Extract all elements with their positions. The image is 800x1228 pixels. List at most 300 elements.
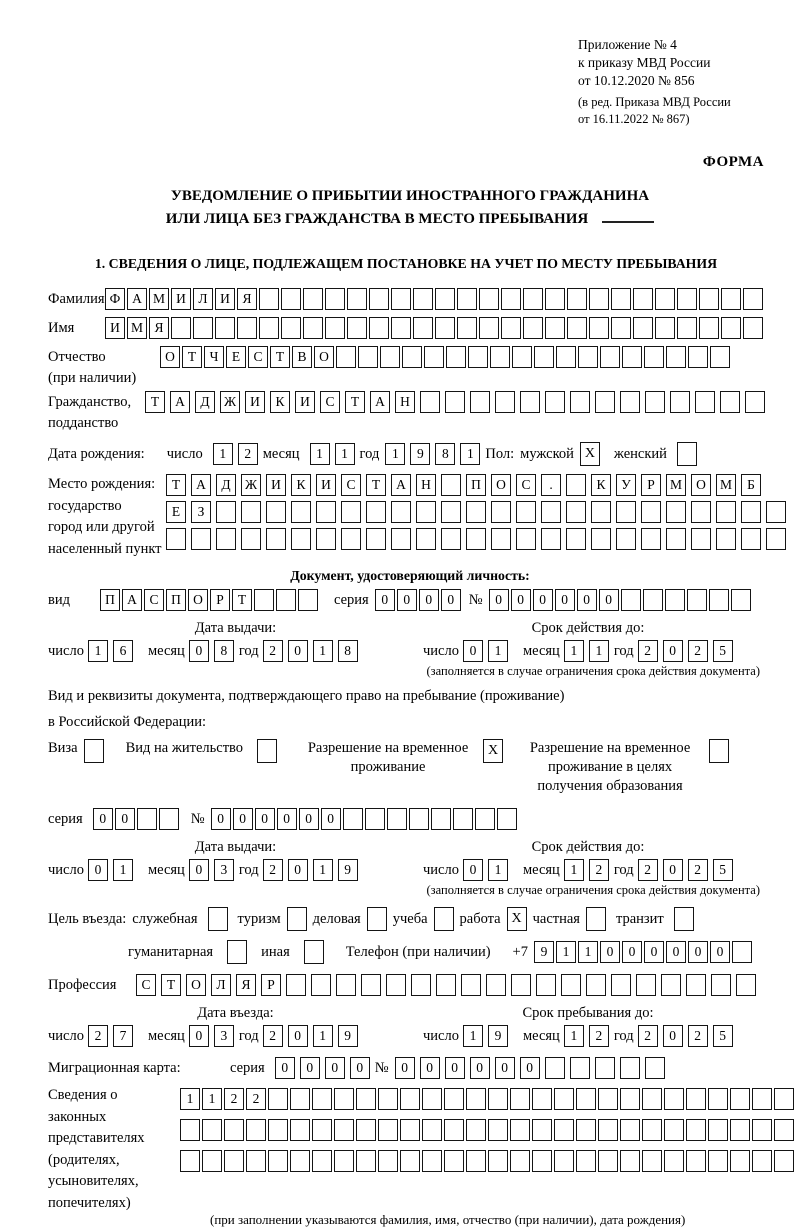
char-cell[interactable]: А [122, 589, 142, 611]
stay-year-cells[interactable] [638, 1025, 738, 1047]
char-cell[interactable] [636, 974, 656, 996]
char-cell[interactable] [616, 501, 636, 523]
char-cell[interactable] [699, 288, 719, 310]
char-cell[interactable] [391, 501, 411, 523]
char-cell[interactable] [334, 1088, 354, 1110]
char-cell[interactable] [259, 317, 279, 339]
char-cell[interactable]: 1 [589, 640, 609, 662]
char-cell[interactable]: 0 [299, 808, 319, 830]
char-cell[interactable] [457, 288, 477, 310]
char-cell[interactable] [732, 941, 752, 963]
char-cell[interactable] [202, 1119, 222, 1141]
char-cell[interactable]: 2 [638, 640, 658, 662]
char-cell[interactable] [745, 391, 765, 413]
char-cell[interactable] [466, 1150, 486, 1172]
char-cell[interactable] [595, 1057, 615, 1079]
char-cell[interactable] [774, 1119, 794, 1141]
char-cell[interactable] [633, 317, 653, 339]
char-cell[interactable]: Ф [105, 288, 125, 310]
char-cell[interactable] [743, 317, 763, 339]
char-cell[interactable] [578, 346, 598, 368]
purpose-private-checkbox[interactable] [586, 907, 606, 931]
char-cell[interactable] [286, 974, 306, 996]
char-cell[interactable]: С [320, 391, 340, 413]
char-cell[interactable]: 0 [93, 808, 113, 830]
char-cell[interactable] [490, 346, 510, 368]
char-cell[interactable] [325, 317, 345, 339]
char-cell[interactable] [641, 528, 661, 550]
char-cell[interactable] [290, 1119, 310, 1141]
char-cell[interactable] [686, 1119, 706, 1141]
char-cell[interactable] [281, 288, 301, 310]
char-cell[interactable]: А [191, 474, 211, 496]
char-cell[interactable]: 0 [288, 1025, 308, 1047]
mc-series-cells[interactable] [275, 1057, 375, 1079]
doc-valid-year-cells[interactable] [638, 640, 738, 662]
char-cell[interactable]: 6 [113, 640, 133, 662]
char-cell[interactable]: М [716, 474, 736, 496]
char-cell[interactable] [254, 589, 274, 611]
doc-issue-month-cells[interactable] [189, 640, 239, 662]
char-cell[interactable] [416, 501, 436, 523]
char-cell[interactable] [511, 974, 531, 996]
char-cell[interactable]: 8 [214, 640, 234, 662]
char-cell[interactable] [281, 317, 301, 339]
char-cell[interactable] [644, 346, 664, 368]
char-cell[interactable] [621, 589, 641, 611]
char-cell[interactable] [512, 346, 532, 368]
birth-month-cells[interactable] [310, 443, 360, 465]
char-cell[interactable] [441, 528, 461, 550]
purpose-work-checkbox[interactable]: X [507, 907, 527, 931]
char-cell[interactable]: О [186, 974, 206, 996]
char-cell[interactable] [461, 974, 481, 996]
char-cell[interactable]: Д [216, 474, 236, 496]
char-cell[interactable]: С [136, 974, 156, 996]
char-cell[interactable]: 1 [180, 1088, 200, 1110]
char-cell[interactable] [655, 288, 675, 310]
char-cell[interactable] [711, 974, 731, 996]
char-cell[interactable]: 1 [313, 640, 333, 662]
char-cell[interactable]: 2 [263, 640, 283, 662]
char-cell[interactable] [566, 528, 586, 550]
char-cell[interactable] [159, 808, 179, 830]
char-cell[interactable] [691, 501, 711, 523]
char-cell[interactable]: 1 [88, 640, 108, 662]
char-cell[interactable]: 0 [189, 859, 209, 881]
char-cell[interactable] [664, 1088, 684, 1110]
char-cell[interactable] [716, 501, 736, 523]
char-cell[interactable]: 0 [397, 589, 417, 611]
char-cell[interactable]: Д [195, 391, 215, 413]
char-cell[interactable] [391, 288, 411, 310]
char-cell[interactable] [730, 1150, 750, 1172]
char-cell[interactable] [695, 391, 715, 413]
residence-permit-checkbox[interactable] [257, 739, 277, 763]
char-cell[interactable] [466, 1119, 486, 1141]
char-cell[interactable] [380, 346, 400, 368]
char-cell[interactable]: Л [193, 288, 213, 310]
char-cell[interactable] [441, 501, 461, 523]
char-cell[interactable]: 0 [533, 589, 553, 611]
char-cell[interactable] [259, 288, 279, 310]
char-cell[interactable]: З [191, 501, 211, 523]
char-cell[interactable] [699, 317, 719, 339]
purpose-transit-checkbox[interactable] [674, 907, 694, 931]
char-cell[interactable] [616, 528, 636, 550]
stay-month-cells[interactable] [564, 1025, 614, 1047]
char-cell[interactable]: 1 [556, 941, 576, 963]
char-cell[interactable]: 0 [419, 589, 439, 611]
doc-issue-year-cells[interactable] [263, 640, 363, 662]
char-cell[interactable]: 0 [577, 589, 597, 611]
char-cell[interactable]: 1 [335, 443, 355, 465]
char-cell[interactable] [642, 1150, 662, 1172]
char-cell[interactable] [576, 1119, 596, 1141]
char-cell[interactable]: 2 [224, 1088, 244, 1110]
char-cell[interactable] [666, 346, 686, 368]
char-cell[interactable]: 0 [395, 1057, 415, 1079]
char-cell[interactable] [366, 501, 386, 523]
char-cell[interactable] [591, 501, 611, 523]
char-cell[interactable] [457, 317, 477, 339]
mc-number-cells[interactable] [395, 1057, 670, 1079]
char-cell[interactable]: И [171, 288, 191, 310]
char-cell[interactable]: 0 [663, 640, 683, 662]
char-cell[interactable]: Т [345, 391, 365, 413]
char-cell[interactable] [510, 1119, 530, 1141]
char-cell[interactable] [741, 501, 761, 523]
temporary-residence-checkbox[interactable]: X [483, 739, 503, 763]
char-cell[interactable] [246, 1150, 266, 1172]
char-cell[interactable] [708, 1088, 728, 1110]
char-cell[interactable] [643, 589, 663, 611]
char-cell[interactable] [224, 1150, 244, 1172]
char-cell[interactable] [595, 391, 615, 413]
entry-month-cells[interactable] [189, 1025, 239, 1047]
char-cell[interactable] [298, 589, 318, 611]
char-cell[interactable] [510, 1150, 530, 1172]
char-cell[interactable] [598, 1088, 618, 1110]
char-cell[interactable] [400, 1088, 420, 1110]
res-issue-day-cells[interactable] [88, 859, 138, 881]
char-cell[interactable]: 1 [313, 1025, 333, 1047]
doc-type-cells[interactable] [100, 589, 320, 611]
char-cell[interactable] [516, 501, 536, 523]
char-cell[interactable]: С [144, 589, 164, 611]
char-cell[interactable] [413, 288, 433, 310]
char-cell[interactable] [365, 808, 385, 830]
char-cell[interactable] [386, 974, 406, 996]
gender-male-checkbox[interactable]: X [580, 442, 600, 466]
char-cell[interactable]: Е [226, 346, 246, 368]
char-cell[interactable] [691, 528, 711, 550]
char-cell[interactable]: 0 [233, 808, 253, 830]
char-cell[interactable] [736, 974, 756, 996]
char-cell[interactable] [741, 528, 761, 550]
char-cell[interactable]: 1 [564, 1025, 584, 1047]
char-cell[interactable] [334, 1119, 354, 1141]
phone-cells[interactable] [534, 941, 754, 963]
char-cell[interactable] [567, 288, 587, 310]
char-cell[interactable]: 0 [189, 640, 209, 662]
char-cell[interactable] [520, 391, 540, 413]
char-cell[interactable] [665, 589, 685, 611]
representatives-row2-cells[interactable] [180, 1119, 796, 1141]
char-cell[interactable] [554, 1150, 574, 1172]
char-cell[interactable] [358, 346, 378, 368]
char-cell[interactable]: Б [741, 474, 761, 496]
char-cell[interactable] [291, 501, 311, 523]
char-cell[interactable] [677, 317, 697, 339]
char-cell[interactable] [730, 1119, 750, 1141]
char-cell[interactable] [387, 808, 407, 830]
char-cell[interactable] [347, 288, 367, 310]
name-cells[interactable] [105, 317, 765, 339]
char-cell[interactable] [666, 501, 686, 523]
char-cell[interactable] [611, 317, 631, 339]
char-cell[interactable]: 0 [420, 1057, 440, 1079]
char-cell[interactable] [598, 1119, 618, 1141]
char-cell[interactable] [290, 1150, 310, 1172]
char-cell[interactable] [312, 1150, 332, 1172]
char-cell[interactable]: 9 [338, 1025, 358, 1047]
char-cell[interactable]: А [391, 474, 411, 496]
char-cell[interactable] [720, 391, 740, 413]
char-cell[interactable]: П [100, 589, 120, 611]
char-cell[interactable] [752, 1119, 772, 1141]
char-cell[interactable]: Р [641, 474, 661, 496]
char-cell[interactable] [435, 288, 455, 310]
char-cell[interactable] [491, 528, 511, 550]
char-cell[interactable]: Т [161, 974, 181, 996]
char-cell[interactable] [416, 528, 436, 550]
char-cell[interactable]: 0 [599, 589, 619, 611]
char-cell[interactable] [466, 1088, 486, 1110]
char-cell[interactable]: 5 [713, 859, 733, 881]
char-cell[interactable] [766, 528, 786, 550]
char-cell[interactable] [561, 974, 581, 996]
char-cell[interactable] [470, 391, 490, 413]
char-cell[interactable] [622, 346, 642, 368]
char-cell[interactable] [366, 528, 386, 550]
char-cell[interactable]: 0 [710, 941, 730, 963]
char-cell[interactable] [241, 528, 261, 550]
char-cell[interactable] [661, 974, 681, 996]
char-cell[interactable] [677, 288, 697, 310]
char-cell[interactable] [598, 1150, 618, 1172]
patronymic-cells[interactable] [160, 346, 732, 368]
char-cell[interactable]: 1 [578, 941, 598, 963]
char-cell[interactable] [541, 528, 561, 550]
char-cell[interactable] [501, 317, 521, 339]
char-cell[interactable] [670, 391, 690, 413]
char-cell[interactable] [642, 1088, 662, 1110]
char-cell[interactable] [191, 528, 211, 550]
char-cell[interactable]: У [616, 474, 636, 496]
char-cell[interactable] [422, 1150, 442, 1172]
res-valid-month-cells[interactable] [564, 859, 614, 881]
char-cell[interactable]: 0 [255, 808, 275, 830]
char-cell[interactable] [611, 288, 631, 310]
char-cell[interactable]: 9 [534, 941, 554, 963]
char-cell[interactable] [424, 346, 444, 368]
char-cell[interactable]: 0 [288, 859, 308, 881]
doc-valid-month-cells[interactable] [564, 640, 614, 662]
char-cell[interactable]: 1 [213, 443, 233, 465]
char-cell[interactable] [268, 1088, 288, 1110]
char-cell[interactable]: 0 [277, 808, 297, 830]
char-cell[interactable] [444, 1119, 464, 1141]
char-cell[interactable] [431, 808, 451, 830]
char-cell[interactable]: А [170, 391, 190, 413]
char-cell[interactable] [276, 589, 296, 611]
visa-checkbox[interactable] [84, 739, 104, 763]
char-cell[interactable]: А [370, 391, 390, 413]
char-cell[interactable]: 2 [638, 859, 658, 881]
char-cell[interactable] [686, 1088, 706, 1110]
char-cell[interactable]: П [466, 474, 486, 496]
purpose-study-checkbox[interactable] [434, 907, 454, 931]
birthplace-row1-cells[interactable] [166, 474, 791, 496]
char-cell[interactable]: 0 [495, 1057, 515, 1079]
char-cell[interactable]: 1 [488, 859, 508, 881]
char-cell[interactable] [495, 391, 515, 413]
char-cell[interactable] [488, 1088, 508, 1110]
char-cell[interactable] [620, 1057, 640, 1079]
char-cell[interactable]: 3 [214, 859, 234, 881]
char-cell[interactable] [378, 1088, 398, 1110]
char-cell[interactable]: 0 [470, 1057, 490, 1079]
char-cell[interactable]: 8 [435, 443, 455, 465]
char-cell[interactable] [411, 974, 431, 996]
doc-valid-day-cells[interactable] [463, 640, 513, 662]
char-cell[interactable]: 9 [410, 443, 430, 465]
purpose-humanitarian-checkbox[interactable] [227, 940, 247, 964]
char-cell[interactable]: 2 [246, 1088, 266, 1110]
char-cell[interactable] [436, 974, 456, 996]
char-cell[interactable] [666, 528, 686, 550]
char-cell[interactable] [216, 528, 236, 550]
surname-cells[interactable] [105, 288, 765, 310]
char-cell[interactable] [576, 1088, 596, 1110]
char-cell[interactable] [532, 1088, 552, 1110]
entry-day-cells[interactable] [88, 1025, 138, 1047]
char-cell[interactable] [268, 1119, 288, 1141]
char-cell[interactable]: 0 [325, 1057, 345, 1079]
char-cell[interactable] [545, 317, 565, 339]
representatives-row1-cells[interactable] [180, 1088, 796, 1110]
char-cell[interactable]: 0 [211, 808, 231, 830]
char-cell[interactable]: И [316, 474, 336, 496]
char-cell[interactable]: 0 [375, 589, 395, 611]
char-cell[interactable]: 2 [688, 1025, 708, 1047]
char-cell[interactable] [378, 1119, 398, 1141]
char-cell[interactable]: 1 [385, 443, 405, 465]
char-cell[interactable] [341, 501, 361, 523]
doc-series-cells[interactable] [375, 589, 463, 611]
char-cell[interactable]: 0 [688, 941, 708, 963]
char-cell[interactable] [475, 808, 495, 830]
birthplace-row3-cells[interactable] [166, 528, 791, 550]
char-cell[interactable] [641, 501, 661, 523]
char-cell[interactable]: О [160, 346, 180, 368]
char-cell[interactable] [347, 317, 367, 339]
char-cell[interactable]: С [341, 474, 361, 496]
char-cell[interactable]: . [541, 474, 561, 496]
char-cell[interactable] [633, 288, 653, 310]
char-cell[interactable] [241, 501, 261, 523]
char-cell[interactable] [361, 974, 381, 996]
char-cell[interactable] [391, 528, 411, 550]
char-cell[interactable] [554, 1088, 574, 1110]
char-cell[interactable] [708, 1150, 728, 1172]
char-cell[interactable] [501, 288, 521, 310]
char-cell[interactable] [752, 1150, 772, 1172]
char-cell[interactable] [303, 317, 323, 339]
char-cell[interactable] [664, 1119, 684, 1141]
char-cell[interactable] [180, 1150, 200, 1172]
char-cell[interactable] [620, 1119, 640, 1141]
char-cell[interactable] [766, 501, 786, 523]
char-cell[interactable]: Р [261, 974, 281, 996]
char-cell[interactable]: Н [395, 391, 415, 413]
char-cell[interactable]: 2 [88, 1025, 108, 1047]
char-cell[interactable] [336, 974, 356, 996]
char-cell[interactable] [721, 317, 741, 339]
char-cell[interactable]: 5 [713, 640, 733, 662]
char-cell[interactable] [311, 974, 331, 996]
char-cell[interactable]: О [314, 346, 334, 368]
representatives-row3-cells[interactable] [180, 1150, 796, 1172]
char-cell[interactable]: 0 [189, 1025, 209, 1047]
char-cell[interactable]: 1 [310, 443, 330, 465]
char-cell[interactable] [645, 391, 665, 413]
char-cell[interactable] [466, 501, 486, 523]
char-cell[interactable]: 0 [622, 941, 642, 963]
char-cell[interactable]: 2 [638, 1025, 658, 1047]
char-cell[interactable] [488, 1119, 508, 1141]
char-cell[interactable] [752, 1088, 772, 1110]
char-cell[interactable] [721, 288, 741, 310]
char-cell[interactable] [444, 1150, 464, 1172]
char-cell[interactable] [516, 528, 536, 550]
char-cell[interactable] [369, 288, 389, 310]
char-cell[interactable]: А [127, 288, 147, 310]
char-cell[interactable] [620, 1150, 640, 1172]
char-cell[interactable] [570, 1057, 590, 1079]
char-cell[interactable] [171, 317, 191, 339]
char-cell[interactable]: 1 [313, 859, 333, 881]
char-cell[interactable] [369, 317, 389, 339]
char-cell[interactable]: 9 [338, 859, 358, 881]
char-cell[interactable] [716, 528, 736, 550]
char-cell[interactable] [400, 1119, 420, 1141]
char-cell[interactable] [620, 391, 640, 413]
char-cell[interactable]: 1 [113, 859, 133, 881]
char-cell[interactable] [446, 346, 466, 368]
char-cell[interactable]: 0 [520, 1057, 540, 1079]
char-cell[interactable] [686, 1150, 706, 1172]
res-valid-day-cells[interactable] [463, 859, 513, 881]
char-cell[interactable]: 0 [663, 1025, 683, 1047]
char-cell[interactable]: 0 [115, 808, 135, 830]
char-cell[interactable] [468, 346, 488, 368]
char-cell[interactable] [642, 1119, 662, 1141]
res-issue-year-cells[interactable] [263, 859, 363, 881]
char-cell[interactable] [743, 288, 763, 310]
entry-year-cells[interactable] [263, 1025, 363, 1047]
